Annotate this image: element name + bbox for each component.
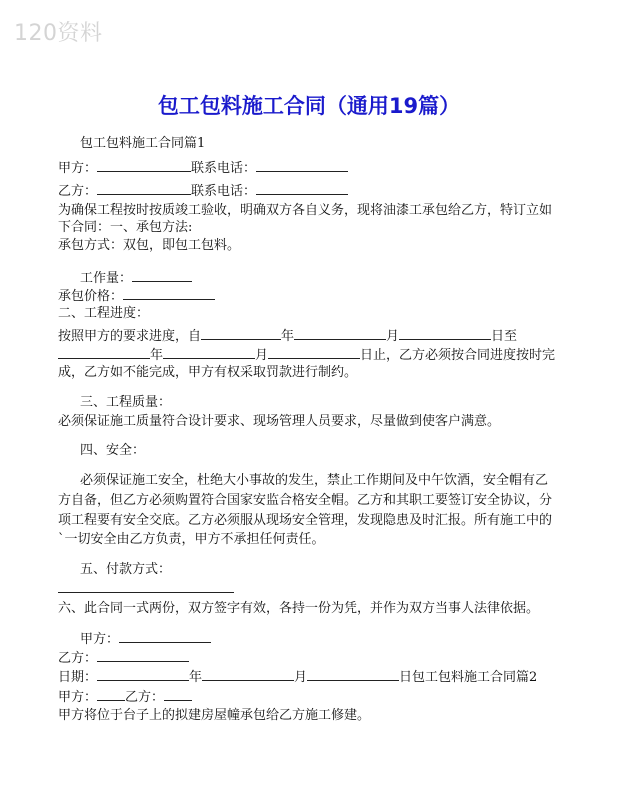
blank (256, 182, 348, 195)
body-line: 必须保证施工安全，杜绝大小事故的发生，禁止工作期间及中午饮酒，安全帽有乙 (80, 473, 549, 488)
blank (97, 649, 189, 662)
body-line: 必须保证施工质量符合设计要求、现场管理人员要求，尽量做到使客户满意。 (58, 414, 501, 429)
text: 按照甲方的要求进度，自 (58, 329, 202, 344)
section-heading-1: 包工包料施工合同篇1 (80, 136, 206, 151)
label: 乙方： (58, 651, 98, 666)
blank (256, 159, 348, 172)
text: 年 (150, 348, 164, 363)
body-line: 二、工程进度： (58, 306, 150, 321)
blank (123, 287, 215, 300)
body-line: 项工程要有安全交底。乙方必须服从现场安全管理，发现隐患及时汇报。所有施工中的 (58, 513, 553, 528)
payment-blank-line (58, 580, 234, 597)
schedule-line (58, 346, 555, 363)
blank (307, 668, 399, 681)
blank (202, 668, 294, 681)
blank (294, 327, 386, 340)
blank (163, 346, 255, 359)
document-title: 包工包料施工合同（通用19篇） (157, 94, 461, 118)
date-line (58, 668, 537, 685)
body-line: 四、安全： (80, 443, 146, 458)
workload-line (80, 269, 192, 286)
blank (97, 668, 189, 681)
price-line (58, 287, 215, 304)
text: 月 (294, 670, 308, 685)
label: 联系电话： (191, 161, 257, 176)
label: 工作量： (80, 271, 133, 286)
label: 甲方： (58, 161, 98, 176)
blank (164, 688, 192, 701)
body-line: 下合同：一、承包方法: (58, 220, 193, 235)
body-line: `一切安全由乙方负责，甲方不承担任何责任。 (58, 532, 325, 547)
label: 承包价格： (58, 289, 124, 304)
blank (58, 346, 150, 359)
text: 日止，乙方必须按合同进度按时完 (360, 348, 556, 363)
text: 日包工包料施工合同篇2 (399, 670, 538, 685)
body-line: 六、此合同一式两份，双方签字有效，各持一份为凭，并作为双方当事人法律依据。 (58, 601, 540, 616)
body-line: 成，乙方如不能完成，甲方有权采取罚款进行制约。 (58, 365, 358, 380)
blank (119, 630, 211, 643)
body-line: 承包方式：双包，即包工包料。 (58, 238, 241, 253)
label: 乙方： (125, 690, 165, 705)
blank (268, 346, 360, 359)
label: 联系电话： (191, 184, 257, 199)
party-a-line (58, 159, 348, 176)
label: 甲方： (80, 632, 120, 647)
body-line: 方自备，但乙方必须购置符合国家安监合格安全帽。乙方和其职工要签订安全协议，分 (58, 493, 553, 508)
watermark: 120资料 (14, 21, 103, 46)
text: 月 (386, 329, 400, 344)
signature-b-line (58, 649, 189, 666)
blank (399, 327, 491, 340)
text: 日期： (58, 670, 98, 685)
body-line: 甲方将位于台子上的拟建房屋幢承包给乙方施工修建。 (58, 708, 371, 723)
blank (58, 580, 234, 593)
body-line: 三、工程质量： (80, 395, 172, 410)
label: 乙方： (58, 184, 98, 199)
body-line: 为确保工程按时按质竣工验收，明确双方各自义务，现将油漆工承包给乙方，特订立如 (58, 203, 553, 218)
parties-line (58, 688, 192, 705)
blank (97, 688, 125, 701)
party-b-line (58, 182, 348, 199)
blank (132, 269, 192, 282)
text: 年 (281, 329, 295, 344)
schedule-line (58, 327, 517, 344)
text: 年 (189, 670, 203, 685)
blank (201, 327, 281, 340)
blank (97, 159, 191, 172)
body-line: 五、付款方式： (80, 562, 172, 577)
signature-a-line (80, 630, 211, 647)
text: 月 (255, 348, 269, 363)
label: 甲方： (58, 690, 98, 705)
blank (97, 182, 191, 195)
text: 日至 (491, 329, 518, 344)
